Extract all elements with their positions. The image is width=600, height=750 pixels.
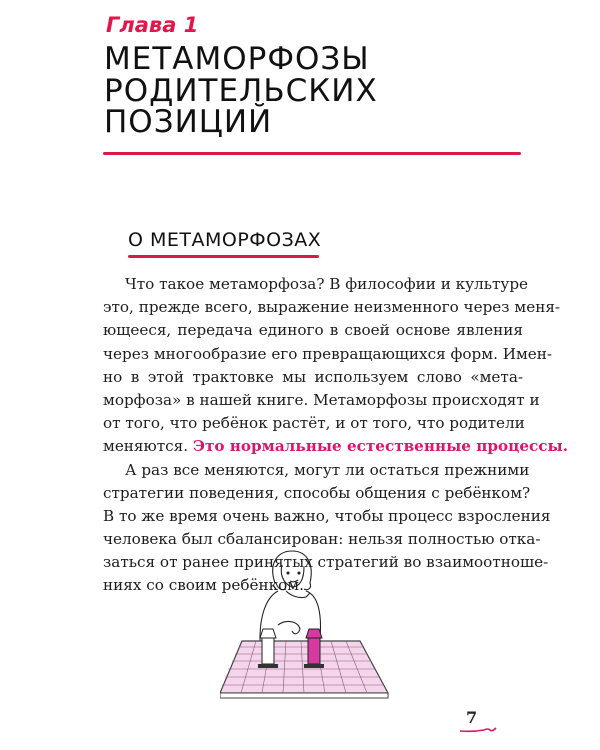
text-line: Что такое метаморфоза? В философии и культуре <box>125 275 529 293</box>
text-line: стратегии поведения, способы общения с ребёнком? <box>103 483 531 502</box>
text-line: через многообразие его превращающихся форм. Имен- <box>103 344 553 363</box>
page-number: 7 <box>466 708 478 727</box>
section-underline <box>128 255 319 258</box>
chapter-title <box>104 41 378 140</box>
text-line: от того, что ребёнок растёт, и от того, что родители <box>103 414 525 433</box>
text-line: но в этой трактовке мы используем слово «мета- <box>103 367 523 386</box>
section-title: О МЕТАМОРФОЗАХ <box>128 229 322 251</box>
chess-girl-illustration <box>220 543 390 703</box>
title-divider <box>103 152 521 155</box>
text-line: ющееся, передача единого в своей основе явления <box>103 321 523 340</box>
text-line: А раз все меняются, могут ли остаться прежними <box>125 460 530 479</box>
text-line: морфоза» в нашей книге. Метаморфозы происходят и <box>103 390 540 409</box>
chapter-label: Глава 1 <box>106 13 199 37</box>
text-line <box>103 435 569 458</box>
chapter-title-line: ПОЗИЦИЙ <box>104 104 273 140</box>
highlighted-sentence: Это нормальные естественные процессы. <box>192 437 569 456</box>
chapter-title-line: РОДИТЕЛЬСКИХ <box>104 72 378 109</box>
text-line: заться от ранее принятых стратегий во взаимоотноше- <box>103 553 549 572</box>
text-line: В то же время очень важно, чтобы процесс взросления <box>103 506 551 525</box>
text-line: ниях со своим ребёнком. <box>103 576 304 595</box>
text-fragment: меняются. <box>103 437 189 456</box>
text-line: это, прежде всего, выражение неизменного через меня- <box>103 298 561 317</box>
chapter-title-line: МЕТАМОРФОЗЫ <box>104 41 370 77</box>
page-number-underline <box>458 725 498 735</box>
text-line: человека был сбалансирован: нельзя полностью отка- <box>103 530 541 549</box>
